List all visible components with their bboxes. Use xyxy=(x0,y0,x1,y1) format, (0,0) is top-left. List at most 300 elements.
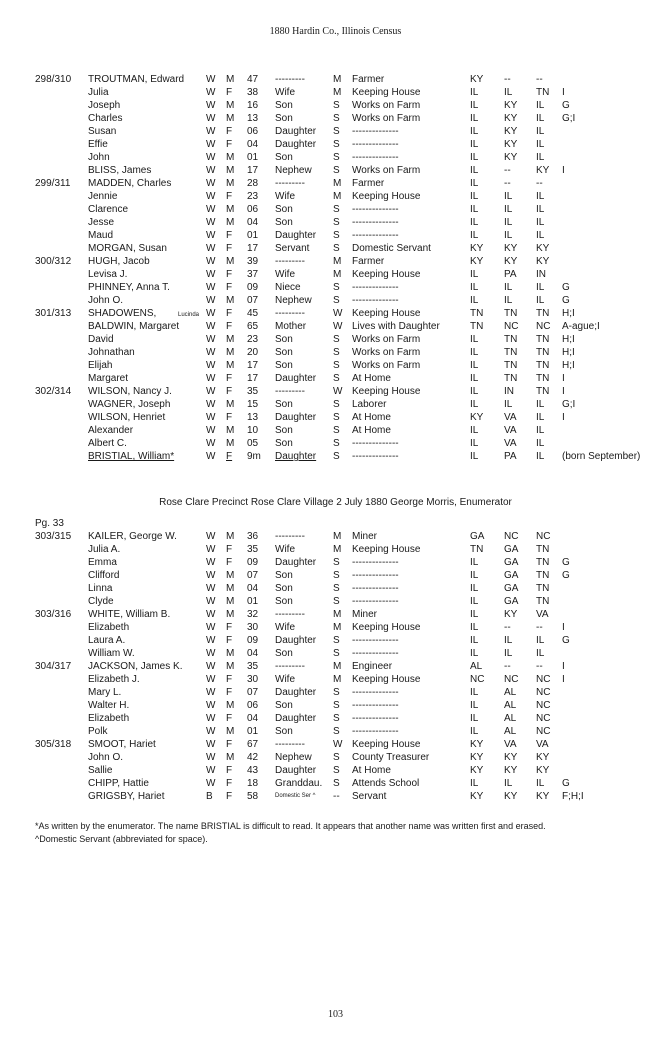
census-row xyxy=(0,634,671,647)
age: 43 xyxy=(247,765,259,776)
age: 35 xyxy=(247,386,259,397)
race: W xyxy=(206,412,216,423)
census-row xyxy=(0,125,671,138)
person-name: SMOOT, Hariet xyxy=(88,739,156,750)
occupation: Works on Farm xyxy=(352,165,421,176)
occupation: At Home xyxy=(352,425,391,436)
sex: F xyxy=(226,791,233,802)
occupation: Lives with Daughter xyxy=(352,321,440,332)
race: W xyxy=(206,726,216,737)
age: 06 xyxy=(247,126,259,137)
birthplace: IL xyxy=(470,347,479,358)
occupation: At Home xyxy=(352,765,391,776)
age: 17 xyxy=(247,373,259,384)
marital-status: S xyxy=(333,152,340,163)
mother-birthplace: IL xyxy=(536,100,545,111)
race: W xyxy=(206,622,216,633)
father-birthplace: PA xyxy=(504,269,517,280)
sex: M xyxy=(226,700,235,711)
notes: G xyxy=(562,635,570,646)
race: W xyxy=(206,347,216,358)
occupation: Laborer xyxy=(352,399,387,410)
occupation: Miner xyxy=(352,609,378,620)
mother-birthplace: IL xyxy=(536,648,545,659)
sex: M xyxy=(226,74,235,85)
race: W xyxy=(206,204,216,215)
mother-birthplace: TN xyxy=(536,583,550,594)
father-birthplace: TN xyxy=(504,334,518,345)
census-row xyxy=(0,86,671,99)
race: W xyxy=(206,256,216,267)
marital-status: S xyxy=(333,583,340,594)
sex: M xyxy=(226,661,235,672)
census-table-1 xyxy=(0,73,671,463)
relationship: Wife xyxy=(275,269,295,280)
marital-status: -- xyxy=(333,791,340,802)
birthplace: KY xyxy=(470,243,484,254)
census-row xyxy=(0,764,671,777)
age: 07 xyxy=(247,687,259,698)
sex: F xyxy=(226,191,233,202)
relationship: Daughter xyxy=(275,373,317,384)
race: W xyxy=(206,674,216,685)
person-name: William W. xyxy=(88,648,135,659)
person-name: Elizabeth J. xyxy=(88,674,140,685)
sex: F xyxy=(226,126,233,137)
notes: G xyxy=(562,100,570,111)
race: W xyxy=(206,230,216,241)
race: W xyxy=(206,74,216,85)
person-name: Alexander xyxy=(88,425,134,436)
race: W xyxy=(206,687,216,698)
mother-birthplace: IL xyxy=(536,191,545,202)
notes: G xyxy=(562,295,570,306)
sex: F xyxy=(226,739,233,750)
occupation: -------------- xyxy=(352,204,399,215)
mother-birthplace: VA xyxy=(536,609,549,620)
race: W xyxy=(206,583,216,594)
relationship: --------- xyxy=(275,74,305,85)
mother-birthplace: KY xyxy=(536,256,550,267)
age: 18 xyxy=(247,778,259,789)
father-birthplace: VA xyxy=(504,739,517,750)
race: W xyxy=(206,596,216,607)
notes: I xyxy=(562,386,565,397)
age: 13 xyxy=(247,113,259,124)
relationship: Son xyxy=(275,700,293,711)
race: B xyxy=(206,791,213,802)
person-name: JACKSON, James K. xyxy=(88,661,183,672)
father-birthplace: IL xyxy=(504,204,513,215)
notes: A-ague;I xyxy=(562,321,600,332)
birthplace: IL xyxy=(470,126,479,137)
age: 04 xyxy=(247,217,259,228)
census-row xyxy=(0,333,671,346)
race: W xyxy=(206,778,216,789)
birthplace: IL xyxy=(470,178,479,189)
marital-status: S xyxy=(333,635,340,646)
sex: M xyxy=(226,360,235,371)
person-name: Julia xyxy=(88,87,109,98)
mother-birthplace: NC xyxy=(536,726,551,737)
race: W xyxy=(206,269,216,280)
race: W xyxy=(206,648,216,659)
marital-status: S xyxy=(333,113,340,124)
occupation: -------------- xyxy=(352,596,399,607)
mother-birthplace: IL xyxy=(536,139,545,150)
birthplace: IL xyxy=(470,204,479,215)
dwelling-id: 300/312 xyxy=(35,256,72,267)
occupation: -------------- xyxy=(352,282,399,293)
mother-birthplace: KY xyxy=(536,791,550,802)
census-row xyxy=(0,608,671,621)
person-name: Julia A. xyxy=(88,544,121,555)
marital-status: S xyxy=(333,726,340,737)
notes: I xyxy=(562,412,565,423)
relationship: Daughter xyxy=(275,230,317,241)
mother-birthplace: IL xyxy=(536,126,545,137)
notes: G xyxy=(562,570,570,581)
relationship: --------- xyxy=(275,256,305,267)
census-row xyxy=(0,530,671,543)
relationship: Son xyxy=(275,113,293,124)
sex: M xyxy=(226,399,235,410)
race: W xyxy=(206,661,216,672)
notes: G xyxy=(562,557,570,568)
father-birthplace: KY xyxy=(504,256,518,267)
census-row xyxy=(0,790,671,803)
person-name: Effie xyxy=(88,139,108,150)
census-row xyxy=(0,660,671,673)
father-birthplace: -- xyxy=(504,661,511,672)
census-row xyxy=(0,595,671,608)
mother-birthplace: IL xyxy=(536,425,545,436)
occupation: -------------- xyxy=(352,139,399,150)
occupation: At Home xyxy=(352,373,391,384)
age: 17 xyxy=(247,360,259,371)
occupation: -------------- xyxy=(352,700,399,711)
race: W xyxy=(206,386,216,397)
father-birthplace: TN xyxy=(504,373,518,384)
birthplace: KY xyxy=(470,765,484,776)
census-row xyxy=(0,569,671,582)
occupation: Keeping House xyxy=(352,87,421,98)
relationship: Son xyxy=(275,347,293,358)
footnotes xyxy=(35,820,655,846)
occupation: Miner xyxy=(352,531,378,542)
father-birthplace: -- xyxy=(504,178,511,189)
birthplace: IL xyxy=(470,713,479,724)
race: W xyxy=(206,752,216,763)
person-name: Levisa J. xyxy=(88,269,128,280)
marital-status: S xyxy=(333,230,340,241)
mother-birthplace: TN xyxy=(536,308,550,319)
marital-status: M xyxy=(333,609,342,620)
person-name: Johnathan xyxy=(88,347,135,358)
mother-birthplace: KY xyxy=(536,765,550,776)
birthplace: IL xyxy=(470,425,479,436)
person-name: WILSON, Henriet xyxy=(88,412,166,423)
father-birthplace: KY xyxy=(504,113,518,124)
relationship: Nephew xyxy=(275,295,312,306)
census-row xyxy=(0,686,671,699)
mother-birthplace: -- xyxy=(536,178,543,189)
person-name: Maud xyxy=(88,230,114,241)
mother-birthplace: IN xyxy=(536,269,546,280)
mother-birthplace: IL xyxy=(536,778,545,789)
mother-birthplace: TN xyxy=(536,373,550,384)
age: 36 xyxy=(247,531,259,542)
census-row xyxy=(0,99,671,112)
age: 28 xyxy=(247,178,259,189)
person-name: Emma xyxy=(88,557,117,568)
sex: M xyxy=(226,256,235,267)
relationship: Son xyxy=(275,425,293,436)
age: 30 xyxy=(247,622,259,633)
person-name: SHADOWENS, xyxy=(88,308,157,319)
person-name: Elijah xyxy=(88,360,113,371)
age: 04 xyxy=(247,583,259,594)
notes: G;I xyxy=(562,399,576,410)
mother-birthplace: VA xyxy=(536,739,549,750)
notes: G xyxy=(562,282,570,293)
mother-birthplace: IL xyxy=(536,412,545,423)
person-name: Joseph xyxy=(88,100,121,111)
occupation: -------------- xyxy=(352,583,399,594)
census-row xyxy=(0,543,671,556)
birthplace: IL xyxy=(470,269,479,280)
relationship: Son xyxy=(275,152,293,163)
mother-birthplace: TN xyxy=(536,334,550,345)
sex: F xyxy=(226,373,233,384)
sex: F xyxy=(226,451,233,462)
sex: F xyxy=(226,674,233,685)
birthplace: IL xyxy=(470,726,479,737)
census-row xyxy=(0,112,671,125)
father-birthplace: NC xyxy=(504,321,519,332)
age: 04 xyxy=(247,139,259,150)
father-birthplace: NC xyxy=(504,531,519,542)
age: 39 xyxy=(247,256,259,267)
age: 07 xyxy=(247,295,259,306)
marital-status: W xyxy=(333,386,343,397)
mother-birthplace: -- xyxy=(536,622,543,633)
marital-status: S xyxy=(333,204,340,215)
birthplace: IL xyxy=(470,139,479,150)
census-row xyxy=(0,164,671,177)
sex: F xyxy=(226,635,233,646)
race: W xyxy=(206,126,216,137)
marital-status: M xyxy=(333,87,342,98)
occupation: Works on Farm xyxy=(352,100,421,111)
mother-birthplace: KY xyxy=(536,752,550,763)
mother-birthplace: IL xyxy=(536,230,545,241)
father-birthplace: KY xyxy=(504,609,518,620)
notes: (born September) xyxy=(562,451,641,462)
census-row xyxy=(0,699,671,712)
marital-status: S xyxy=(333,752,340,763)
marital-status: M xyxy=(333,269,342,280)
birthplace: AL xyxy=(470,661,483,672)
race: W xyxy=(206,87,216,98)
census-row xyxy=(0,359,671,372)
footnote-2: ^Domestic Servant (abbreviated for space). xyxy=(35,834,208,844)
age: 01 xyxy=(247,230,259,241)
birthplace: IL xyxy=(470,583,479,594)
marital-status: S xyxy=(333,347,340,358)
father-birthplace: GA xyxy=(504,557,519,568)
sex: F xyxy=(226,412,233,423)
person-name: John O. xyxy=(88,752,124,763)
birthplace: IL xyxy=(470,334,479,345)
census-row xyxy=(0,281,671,294)
relationship: Niece xyxy=(275,282,301,293)
sex: M xyxy=(226,648,235,659)
relationship: --------- xyxy=(275,386,305,397)
marital-status: S xyxy=(333,713,340,724)
person-name: Elizabeth xyxy=(88,713,130,724)
father-birthplace: KY xyxy=(504,152,518,163)
father-birthplace: VA xyxy=(504,438,517,449)
father-birthplace: KY xyxy=(504,791,518,802)
sex: M xyxy=(226,152,235,163)
relationship: Daughter xyxy=(275,687,317,698)
father-birthplace: IL xyxy=(504,230,513,241)
sex: M xyxy=(226,113,235,124)
race: W xyxy=(206,438,216,449)
marital-status: S xyxy=(333,648,340,659)
person-name: Clifford xyxy=(88,570,120,581)
birthplace: IL xyxy=(470,596,479,607)
dwelling-id: 302/314 xyxy=(35,386,72,397)
person-name: John O. xyxy=(88,295,124,306)
age: 16 xyxy=(247,100,259,111)
father-birthplace: IL xyxy=(504,778,513,789)
birthplace: KY xyxy=(470,74,484,85)
relationship: Wife xyxy=(275,191,295,202)
marital-status: S xyxy=(333,360,340,371)
relationship: Daughter xyxy=(275,557,317,568)
father-birthplace: IN xyxy=(504,386,514,397)
mother-birthplace: IL xyxy=(536,204,545,215)
relationship: Son xyxy=(275,334,293,345)
mother-birthplace: KY xyxy=(536,243,550,254)
sex: F xyxy=(226,687,233,698)
relationship: Son xyxy=(275,596,293,607)
given-name-small: Lucinda xyxy=(178,312,200,318)
person-name: Jennie xyxy=(88,191,118,202)
age: 10 xyxy=(247,425,259,436)
person-name: Laura A. xyxy=(88,635,126,646)
relationship: Daughter xyxy=(275,126,317,137)
census-row xyxy=(0,712,671,725)
birthplace: IL xyxy=(470,609,479,620)
mother-birthplace: TN xyxy=(536,360,550,371)
occupation: -------------- xyxy=(352,217,399,228)
birthplace: KY xyxy=(470,256,484,267)
relationship: --------- xyxy=(275,739,305,750)
birthplace: IL xyxy=(470,635,479,646)
relationship: Servant xyxy=(275,243,310,254)
marital-status: M xyxy=(333,178,342,189)
dwelling-id: 298/310 xyxy=(35,74,72,85)
marital-status: M xyxy=(333,674,342,685)
person-name: John xyxy=(88,152,110,163)
sex: M xyxy=(226,217,235,228)
race: W xyxy=(206,152,216,163)
race: W xyxy=(206,765,216,776)
mother-birthplace: TN xyxy=(536,386,550,397)
sex: M xyxy=(226,425,235,436)
race: W xyxy=(206,700,216,711)
census-row xyxy=(0,738,671,751)
census-row xyxy=(0,203,671,216)
father-birthplace: TN xyxy=(504,360,518,371)
marital-status: S xyxy=(333,243,340,254)
age: 23 xyxy=(247,334,259,345)
occupation: -------------- xyxy=(352,295,399,306)
age: 42 xyxy=(247,752,259,763)
relationship: Nephew xyxy=(275,752,312,763)
birthplace: GA xyxy=(470,531,485,542)
mother-birthplace: IL xyxy=(536,113,545,124)
census-row xyxy=(0,229,671,242)
race: W xyxy=(206,308,216,319)
occupation: Domestic Servant xyxy=(352,243,431,254)
sex: F xyxy=(226,557,233,568)
relationship: --------- xyxy=(275,661,305,672)
precinct-line: Rose Clare Precinct Rose Clare Village 2 July 1880 George Morris, Enumerator xyxy=(159,497,512,508)
dwelling-id: 303/315 xyxy=(35,531,72,542)
relationship: Son xyxy=(275,726,293,737)
age: 06 xyxy=(247,204,259,215)
person-name: Linna xyxy=(88,583,113,594)
census-row xyxy=(0,138,671,151)
father-birthplace: PA xyxy=(504,451,517,462)
sex: M xyxy=(226,531,235,542)
mother-birthplace: IL xyxy=(536,295,545,306)
person-name: Jesse xyxy=(88,217,115,228)
race: W xyxy=(206,360,216,371)
birthplace: IL xyxy=(470,282,479,293)
census-row xyxy=(0,673,671,686)
race: W xyxy=(206,544,216,555)
race: W xyxy=(206,165,216,176)
person-name: CHIPP, Hattie xyxy=(88,778,149,789)
census-row xyxy=(0,320,671,333)
occupation: Works on Farm xyxy=(352,113,421,124)
birthplace: TN xyxy=(470,544,484,555)
mother-birthplace: TN xyxy=(536,596,550,607)
occupation: -------------- xyxy=(352,648,399,659)
census-row xyxy=(0,450,671,463)
person-name: MORGAN, Susan xyxy=(88,243,167,254)
occupation: -------------- xyxy=(352,126,399,137)
census-row xyxy=(0,411,671,424)
mother-birthplace: -- xyxy=(536,661,543,672)
father-birthplace: GA xyxy=(504,583,519,594)
birthplace: IL xyxy=(470,373,479,384)
sex: M xyxy=(226,100,235,111)
notes: H;I xyxy=(562,308,575,319)
birthplace: IL xyxy=(470,295,479,306)
father-birthplace: IL xyxy=(504,191,513,202)
marital-status: S xyxy=(333,295,340,306)
person-name: WILSON, Nancy J. xyxy=(88,386,172,397)
birthplace: IL xyxy=(470,113,479,124)
occupation: -------------- xyxy=(352,438,399,449)
race: W xyxy=(206,295,216,306)
